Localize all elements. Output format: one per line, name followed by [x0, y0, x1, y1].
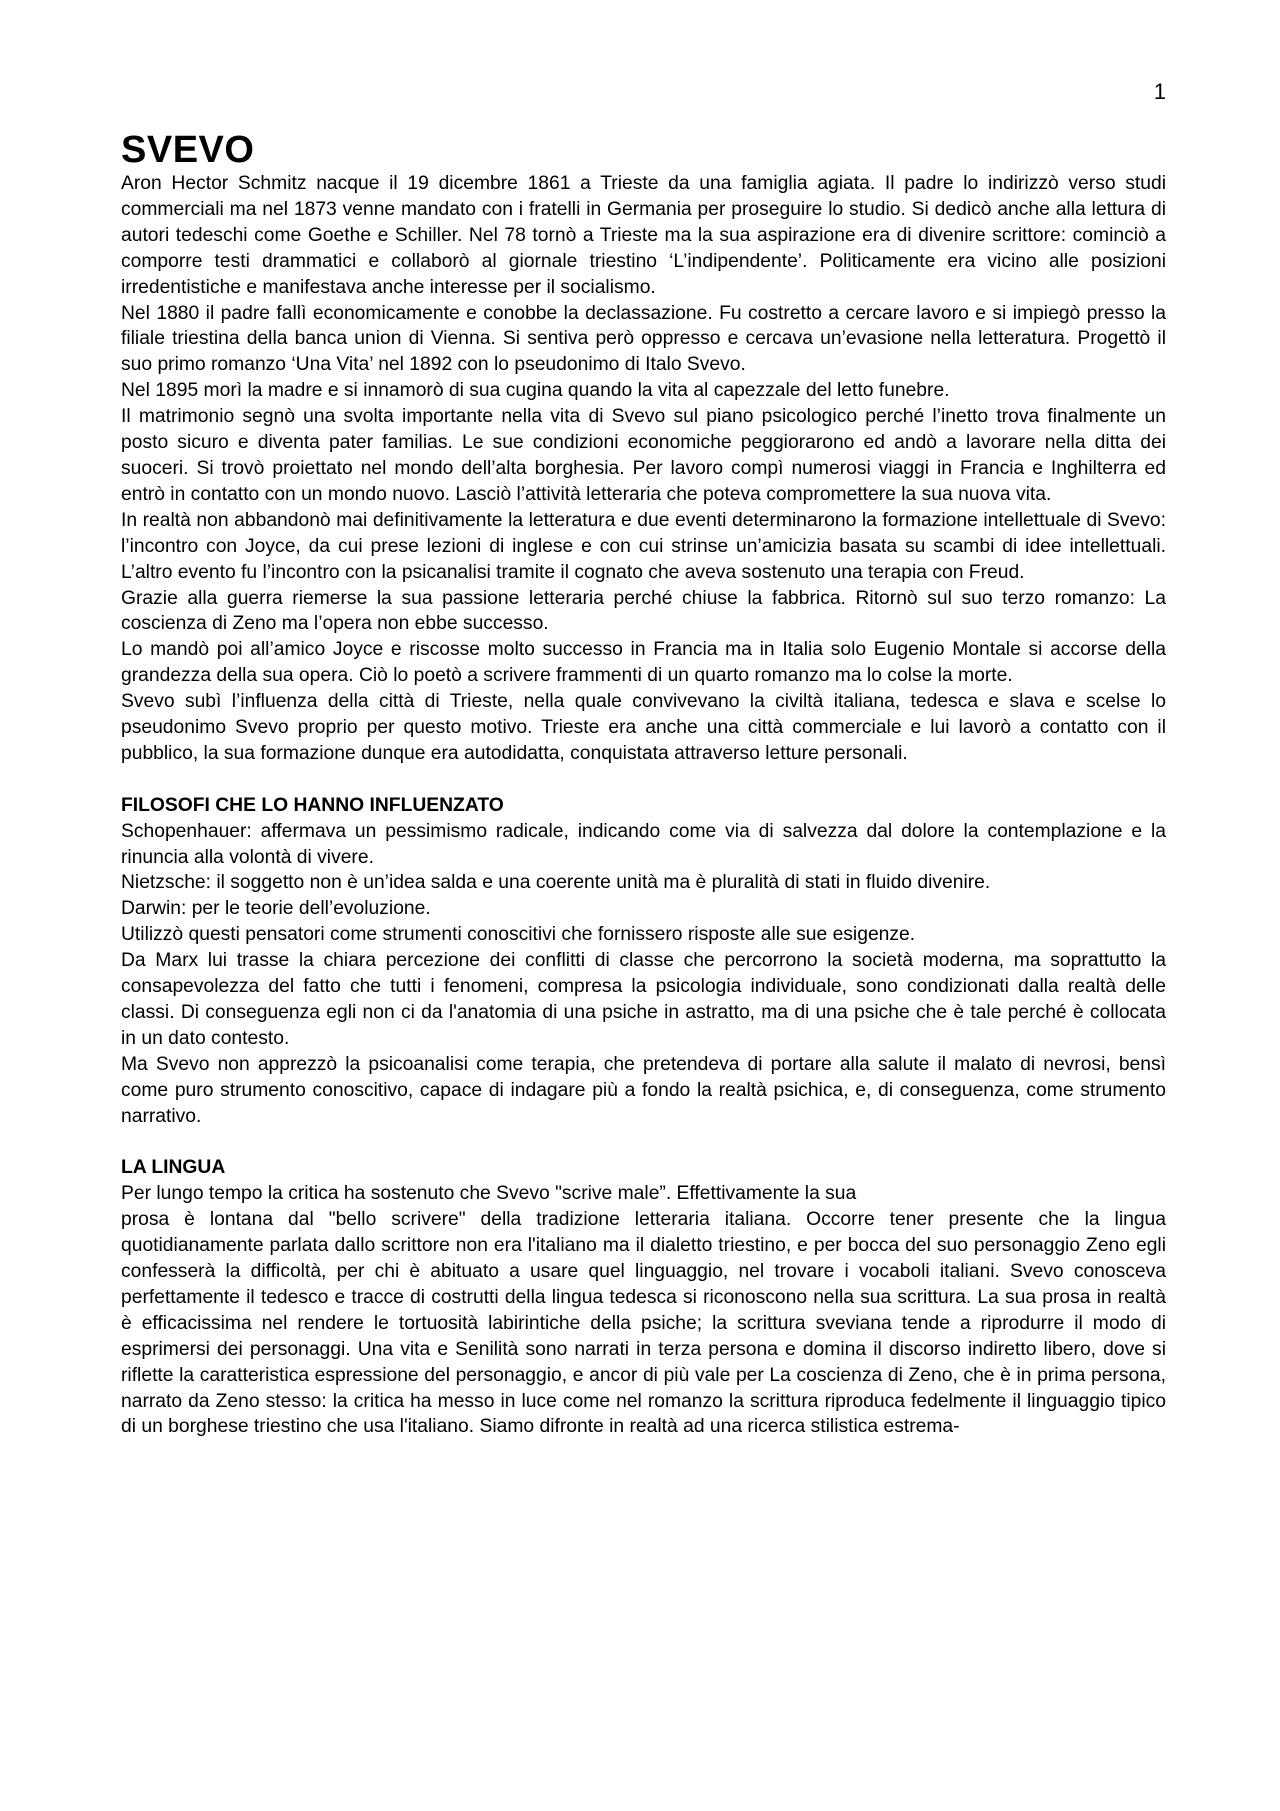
paragraph-biography-2: Nel 1880 il padre fallì economicamente e conobbe la declassazione. Fu costretto a cercare lavoro e si impiegò presso la filiale triestina della banca union di Vienna. Si sentiva però oppresso e cercava un’evasione nella letteratura. Progettò il suo primo romanzo ‘Una Vita’ nel 1892 con lo pseudonimo di Italo Svevo.: [121, 302, 1166, 376]
paragraph-biography-1: Aron Hector Schmitz nacque il 19 dicembre 1861 a Trieste da una famiglia agiata. Il padre lo indirizzò verso studi commerciali ma nel 1873 venne mandato con i fratelli in Germania per proseguire lo studio. Si dedicò anche alla lettura di autori tedeschi come Goethe e Schiller. Nel 78 tornò a Trieste ma la sua aspirazione era di divenire scrittore: cominciò a comporre testi drammatici e collaborò al giornale triestino ‘L’indipendente’. Politicamente era vicino alle posizioni irredentistiche e manifestava anche interesse per il socialismo.: [121, 173, 1166, 298]
document-title: SVEVO: [121, 129, 255, 171]
paragraph-darwin: Darwin: per le teorie dell’evoluzione.: [121, 898, 431, 920]
paragraph-biography-4: Il matrimonio segnò una svolta importante nella vita di Svevo sul piano psicologico perché l’inetto trova finalmente un posto sicuro e diventa pater familias. Le sue condizioni economiche peggiorarono ed andò a lavorare nella ditta dei suoceri. Si trovò proiettato nel mondo dell’alta borghesia. Per lavoro compì numerosi viaggi in Francia e Inghilterra ed entrò in contatto con un mondo nuovo. Lasciò l’attività letteraria che poteva compromettere la sua nuova vita.: [121, 406, 1166, 505]
paragraph-biography-3: Nel 1895 morì la madre e si innamorò di sua cugina quando la vita al capezzale del letto funebre.: [121, 380, 950, 402]
page-number: 1: [1153, 79, 1166, 104]
paragraph-nietzsche: Nietzsche: il soggetto non è un’idea salda e una coerente unità ma è pluralità di stati in fluido divenire.: [121, 872, 991, 894]
paragraph-marx: Da Marx lui trasse la chiara percezione dei conflitti di classe che percorrono la società moderna, ma soprattutto la consapevolezza del fatto che tutti i fenomeni, compresa la psicologia individuale, sono condizionati dalla realtà delle classi. Di conseguenza egli non ci da l'anatomia di una psiche in astratto, ma di una psiche che è tale perché è collocata in un dato contesto.: [121, 950, 1166, 1049]
paragraph-psicoanalisi: Ma Svevo non apprezzò la psicoanalisi come terapia, che pretendeva di portare alla salute il malato di nevrosi, bensì come puro strumento conoscitivo, capace di indagare più a fondo la realtà psichica, e, di conseguenza, come strumento narrativo.: [121, 1053, 1166, 1127]
paragraph-strumenti: Utilizzò questi pensatori come strumenti conoscitivi che fornissero risposte alle sue esigenze.: [121, 924, 916, 946]
section-heading-filosofi: FILOSOFI CHE LO HANNO INFLUENZATO: [121, 794, 504, 816]
paragraph-biography-8: Svevo subì l’influenza della città di Trieste, nella quale convivevano la civiltà italiana, tedesca e slava e scelse lo pseudonimo Svevo proprio per questo motivo. Trieste era anche una città commerciale e lui lavorò a contatto con il pubblico, la sua formazione dunque era autodidatta, conquistata attraverso letture personali.: [121, 691, 1166, 764]
paragraph-biography-7: Lo mandò poi all’amico Joyce e riscosse molto successo in Francia ma in Italia solo Eugenio Montale si accorse della grandezza della sua opera. Ciò lo poetò a scrivere frammenti di un quarto romanzo ma lo colse la morte.: [121, 639, 1166, 687]
paragraph-lingua: prosa è lontana dal "bello scrivere" della tradizione letteraria italiana. Occorre tener presente che la lingua quotidianamente parlata dallo scrittore non era l'italiano ma il dialetto triestino, e per bocca del suo personaggio Zeno egli confesserà la difficoltà, per chi è abituato a usare quel linguaggio, nel trovare i vocaboli italiani. Svevo conosceva perfettamente il tedesco e tracce di costrutti della lingua tedesca si riconoscono nella sua scrittura. La sua prosa in realtà è efficacissima nel rendere le tortuosità labirintiche della psiche; la scrittura sveviana tende a riprodurre il modo di esprimersi dei personaggi. Una vita e Senilità sono narrati in terza persona e domina il discorso indiretto libero, dove si riflette la caratteristica espressione del personaggio, e ancor di più vale per La coscienza di Zeno, che è in prima persona, narrato da Zeno stesso: la critica ha messo in luce come nel romanzo la scrittura riproduca fedelmente il linguaggio tipico di un borghese triestino che usa l'italiano. Siamo difronte in realtà ad una ricerca stilistica estrema-: [121, 1209, 1166, 1438]
paragraph-lingua-first-line: Per lungo tempo la critica ha sostenuto che Svevo "scrive male”. Effettivamente la sua: [121, 1183, 857, 1205]
paragraph-biography-5: In realtà non abbandonò mai definitivamente la letteratura e due eventi determinarono la formazione intellettuale di Svevo: l’incontro con Joyce, da cui prese lezioni di inglese e con cui strinse un’amicizia basata su scambi di idee intellettuali. L’altro evento fu l’incontro con la psicanalisi tramite il cognato che aveva sostenuto una terapia con Freud.: [121, 509, 1166, 583]
paragraph-biography-6: Grazie alla guerra riemerse la sua passione letteraria perché chiuse la fabbrica. Ritornò sul suo terzo romanzo: La coscienza di Zeno ma l’opera non ebbe successo.: [121, 587, 1166, 635]
paragraph-schopenhauer: Schopenhauer: affermava un pessimismo radicale, indicando come via di salvezza dal dolore la contemplazione e la rinuncia alla volontà di vivere.: [121, 820, 1166, 868]
document-page: [121, 0, 1166, 1811]
section-heading-lingua: LA LINGUA: [121, 1157, 226, 1179]
document-body: [121, 171, 1166, 1440]
